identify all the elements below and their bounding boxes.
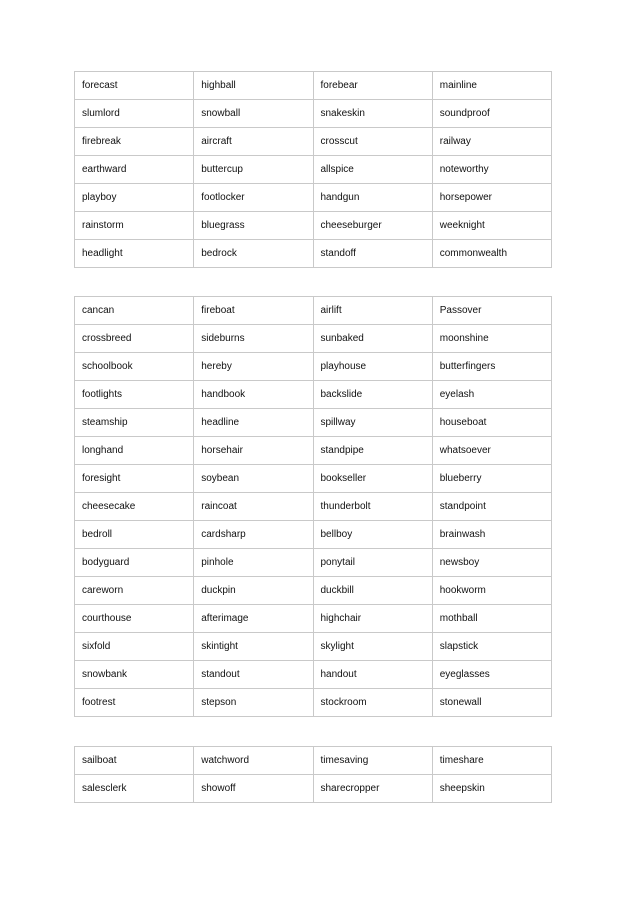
word-cell: Passover [432,297,551,325]
word-cell: snakeskin [313,100,432,128]
word-cell: standpoint [432,493,551,521]
word-cell: longhand [75,437,194,465]
table-row [75,128,552,156]
word-cell: headline [194,409,313,437]
word-cell: foresight [75,465,194,493]
word-cell: fireboat [194,297,313,325]
word-cell: crosscut [313,128,432,156]
word-cell: cancan [75,297,194,325]
word-cell: watchword [194,747,313,775]
word-cell: rainstorm [75,212,194,240]
word-cell: cardsharp [194,521,313,549]
word-cell: playboy [75,184,194,212]
table-row [75,72,552,100]
word-cell: stockroom [313,689,432,717]
word-cell: footlocker [194,184,313,212]
word-cell: aircraft [194,128,313,156]
table-row [75,297,552,325]
word-cell: bellboy [313,521,432,549]
word-cell: stepson [194,689,313,717]
word-cell: whatsoever [432,437,551,465]
word-cell: spillway [313,409,432,437]
word-cell: thunderbolt [313,493,432,521]
word-cell: skylight [313,633,432,661]
word-cell: bedroll [75,521,194,549]
word-cell: moonshine [432,325,551,353]
word-cell: careworn [75,577,194,605]
word-cell: slapstick [432,633,551,661]
word-cell: cheeseburger [313,212,432,240]
word-cell: sixfold [75,633,194,661]
word-cell: crossbreed [75,325,194,353]
word-cell: steamship [75,409,194,437]
word-cell: playhouse [313,353,432,381]
word-cell: standout [194,661,313,689]
table-row [75,465,552,493]
table-row [75,605,552,633]
word-cell: horsehair [194,437,313,465]
table-row [75,100,552,128]
word-cell: slumlord [75,100,194,128]
word-cell: afterimage [194,605,313,633]
table-row [75,184,552,212]
word-cell: footrest [75,689,194,717]
word-table-1 [74,71,552,268]
word-cell: showoff [194,775,313,803]
word-cell: houseboat [432,409,551,437]
word-cell: standpipe [313,437,432,465]
word-cell: airlift [313,297,432,325]
table-row [75,240,552,268]
word-cell: pinhole [194,549,313,577]
table-row [75,549,552,577]
table-row [75,325,552,353]
word-cell: railway [432,128,551,156]
table-row [75,409,552,437]
word-cell: hereby [194,353,313,381]
word-cell: snowbank [75,661,194,689]
word-cell: forebear [313,72,432,100]
word-cell: sheepskin [432,775,551,803]
word-cell: bodyguard [75,549,194,577]
word-cell: bookseller [313,465,432,493]
table-row [75,353,552,381]
word-cell: duckpin [194,577,313,605]
table-row [75,689,552,717]
word-cell: timeshare [432,747,551,775]
word-cell: blueberry [432,465,551,493]
table-row [75,381,552,409]
word-cell: duckbill [313,577,432,605]
word-cell: mainline [432,72,551,100]
table-row [75,521,552,549]
word-cell: noteworthy [432,156,551,184]
table-row [75,156,552,184]
word-cell: soundproof [432,100,551,128]
word-cell: highball [194,72,313,100]
table-row [75,661,552,689]
table-row [75,775,552,803]
table-row [75,493,552,521]
word-cell: backslide [313,381,432,409]
word-cell: mothball [432,605,551,633]
word-cell: highchair [313,605,432,633]
word-cell: snowball [194,100,313,128]
word-cell: cheesecake [75,493,194,521]
table-row [75,633,552,661]
word-cell: earthward [75,156,194,184]
word-cell: forecast [75,72,194,100]
word-cell: handgun [313,184,432,212]
table-row [75,747,552,775]
word-table-3 [74,746,552,803]
word-cell: newsboy [432,549,551,577]
word-cell: firebreak [75,128,194,156]
word-cell: schoolbook [75,353,194,381]
word-cell: stonewall [432,689,551,717]
table-row [75,437,552,465]
word-cell: handout [313,661,432,689]
word-cell: footlights [75,381,194,409]
word-cell: weeknight [432,212,551,240]
word-cell: allspice [313,156,432,184]
word-cell: salesclerk [75,775,194,803]
table-row [75,577,552,605]
word-cell: eyelash [432,381,551,409]
word-cell: courthouse [75,605,194,633]
word-cell: bedrock [194,240,313,268]
word-table-2 [74,296,552,717]
word-cell: handbook [194,381,313,409]
word-cell: sunbaked [313,325,432,353]
word-cell: eyeglasses [432,661,551,689]
word-cell: buttercup [194,156,313,184]
word-cell: skintight [194,633,313,661]
word-cell: butterfingers [432,353,551,381]
word-cell: commonwealth [432,240,551,268]
word-cell: timesaving [313,747,432,775]
word-cell: standoff [313,240,432,268]
word-cell: sideburns [194,325,313,353]
word-cell: brainwash [432,521,551,549]
word-cell: bluegrass [194,212,313,240]
word-cell: soybean [194,465,313,493]
word-cell: sailboat [75,747,194,775]
word-cell: horsepower [432,184,551,212]
word-cell: ponytail [313,549,432,577]
table-row [75,212,552,240]
word-cell: sharecropper [313,775,432,803]
word-cell: hookworm [432,577,551,605]
word-cell: raincoat [194,493,313,521]
word-cell: headlight [75,240,194,268]
